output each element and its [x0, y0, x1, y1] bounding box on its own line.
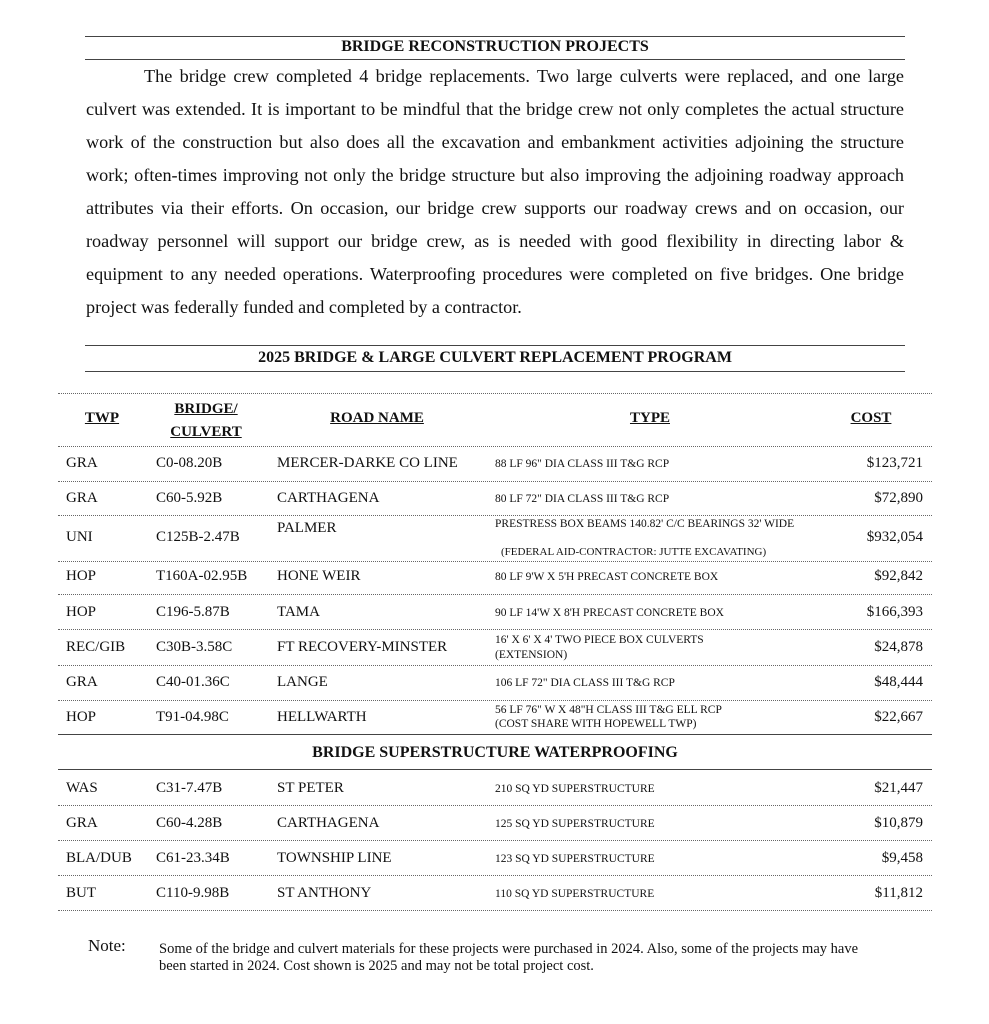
wp-row3-bridge: C61-23.34B — [156, 850, 230, 866]
row6-type-note: (EXTENSION) — [495, 649, 568, 661]
wp-row1-twp: WAS — [66, 780, 98, 796]
col-header-bridge-line2: CULVERT — [170, 424, 242, 440]
row1-bridge: C0-08.20B — [156, 455, 223, 471]
col-header-bridge — [150, 398, 262, 444]
col-header-twp: TWP — [84, 410, 120, 426]
wp-row4-rule — [58, 910, 932, 911]
section-title: BRIDGE RECONSTRUCTION PROJECTS — [341, 38, 649, 55]
row4-type: 80 LF 9'W X 5'H PRECAST CONCRETE BOX — [495, 571, 719, 583]
row1-road: MERCER-DARKE CO LINE — [277, 455, 458, 471]
note-label: Note: — [88, 936, 126, 955]
program-top-rule — [85, 345, 905, 346]
wp-row3-road: TOWNSHIP LINE — [277, 850, 392, 866]
wp-row4-type: 110 SQ YD SUPERSTRUCTURE — [495, 888, 655, 900]
wp-row3-cost: $9,458 — [881, 850, 923, 866]
row2-rule — [58, 515, 932, 516]
intro-paragraph — [86, 60, 904, 324]
wp-row4-cost: $11,812 — [874, 885, 923, 901]
col-header-bridge-line1: BRIDGE/ — [174, 401, 238, 417]
wp-row1-road: ST PETER — [277, 780, 344, 796]
wp-row4-bridge: C110-9.98B — [156, 885, 230, 901]
row7-road: LANGE — [277, 674, 328, 690]
header-bottom-rule — [58, 446, 932, 447]
row2-road: CARTHAGENA — [277, 490, 380, 506]
row3-cost: $932,054 — [866, 529, 923, 545]
wp-row1-type: 210 SQ YD SUPERSTRUCTURE — [495, 783, 655, 795]
wp-row4-road: ST ANTHONY — [277, 885, 372, 901]
wp-row3-rule — [58, 875, 932, 876]
row7-bridge: C40-01.36C — [156, 674, 230, 690]
wp-row4-twp: BUT — [66, 885, 96, 901]
row3-rule — [58, 561, 932, 562]
row2-type: 80 LF 72" DIA CLASS III T&G RCP — [495, 493, 670, 505]
wp-row2-twp: GRA — [66, 815, 98, 831]
wp-row1-bridge: C31-7.47B — [156, 780, 223, 796]
row8-bridge: T91-04.98C — [156, 709, 229, 725]
col-header-cost: COST — [850, 410, 892, 426]
row7-type: 106 LF 72" DIA CLASS III T&G RCP — [495, 677, 675, 689]
intro-paragraph-text: The bridge crew completed 4 bridge replacements. Two large culverts were replaced, and one large culvert was extended. It is important to be mindful that the bridge crew not only completes the actual structure work of the construction but also does all the excavation and embankment activities adjoining the structure work; often-times improving not only the bridge structure but also improving the adjoining roadway approach attributes via their efforts. On occasion, our bridge crew supports our roadway crews and on occasion, our roadway personnel will support our bridge crew, as is needed with good flexibility in directing labor & equipment to any needed operations. Waterproofing procedures were completed on five bridges. One bridge project was federally funded and completed by a contractor. — [86, 66, 904, 317]
waterproofing-title: BRIDGE SUPERSTRUCTURE WATERPROOFING — [312, 744, 678, 761]
wp-row1-cost: $21,447 — [874, 780, 923, 796]
row5-rule — [58, 629, 932, 630]
row8-type: 56 LF 76" W X 48"H CLASS III T&G ELL RCP — [495, 704, 722, 716]
row8-rule — [58, 734, 932, 735]
row3-type: PRESTRESS BOX BEAMS 140.82' C/C BEARINGS 32' WIDE — [495, 518, 795, 530]
row2-twp: GRA — [66, 490, 98, 506]
row4-twp: HOP — [66, 568, 97, 584]
waterproofing-title-rule — [58, 769, 932, 770]
row8-road: HELLWARTH — [277, 709, 367, 725]
wp-row3-type: 123 SQ YD SUPERSTRUCTURE — [495, 853, 655, 865]
wp-row2-road: CARTHAGENA — [277, 815, 380, 831]
wp-row2-cost: $10,879 — [874, 815, 923, 831]
row4-bridge: T160A-02.95B — [156, 568, 248, 584]
row6-twp: REC/GIB — [66, 639, 126, 655]
program-title: 2025 BRIDGE & LARGE CULVERT REPLACEMENT PROGRAM — [258, 349, 732, 366]
row6-cost: $24,878 — [874, 639, 923, 655]
row7-rule — [58, 700, 932, 701]
row4-cost: $92,842 — [874, 568, 923, 584]
row5-twp: HOP — [66, 604, 97, 620]
wp-row2-type: 125 SQ YD SUPERSTRUCTURE — [495, 818, 655, 830]
row7-twp: GRA — [66, 674, 98, 690]
wp-row2-rule — [58, 840, 932, 841]
row3-type-note: (FEDERAL AID-CONTRACTOR: JUTTE EXCAVATING) — [501, 546, 767, 558]
row5-type: 90 LF 14'W X 8'H PRECAST CONCRETE BOX — [495, 607, 724, 619]
row1-twp: GRA — [66, 455, 98, 471]
row2-cost: $72,890 — [874, 490, 923, 506]
wp-row2-bridge: C60-4.28B — [156, 815, 223, 831]
row5-road: TAMA — [277, 604, 320, 620]
row3-road: PALMER — [277, 520, 337, 536]
row5-bridge: C196-5.87B — [156, 604, 230, 620]
row8-type-note: (COST SHARE WITH HOPEWELL TWP) — [495, 718, 697, 730]
row7-cost: $48,444 — [874, 674, 923, 690]
row8-cost: $22,667 — [874, 709, 923, 725]
row2-bridge: C60-5.92B — [156, 490, 223, 506]
row8-twp: HOP — [66, 709, 97, 725]
row6-bridge: C30B-3.58C — [156, 639, 233, 655]
wp-row1-rule — [58, 805, 932, 806]
row1-rule — [58, 481, 932, 482]
wp-row3-twp: BLA/DUB — [66, 850, 132, 866]
top-rule — [85, 36, 905, 37]
program-bottom-rule — [85, 371, 905, 372]
row1-cost: $123,721 — [866, 455, 923, 471]
col-header-road: ROAD NAME — [330, 410, 424, 426]
row5-cost: $166,393 — [866, 604, 923, 620]
row4-rule — [58, 594, 932, 595]
row3-twp: UNI — [66, 529, 93, 545]
row3-bridge: C125B-2.47B — [156, 529, 240, 545]
row4-road: HONE WEIR — [277, 568, 361, 584]
row6-type: 16' X 6' X 4' TWO PIECE BOX CULVERTS — [495, 634, 704, 646]
row6-road: FT RECOVERY-MINSTER — [277, 639, 448, 655]
col-header-type: TYPE — [629, 410, 670, 426]
row6-rule — [58, 665, 932, 666]
note-text: Some of the bridge and culvert materials for these projects were purchased in 2024. Also, some of the projects may have been started in 2024. Cost shown is 2025 and may not be total project cost. — [159, 941, 859, 974]
row1-type: 88 LF 96" DIA CLASS III T&G RCP — [495, 458, 670, 470]
table-top-rule — [58, 393, 932, 394]
